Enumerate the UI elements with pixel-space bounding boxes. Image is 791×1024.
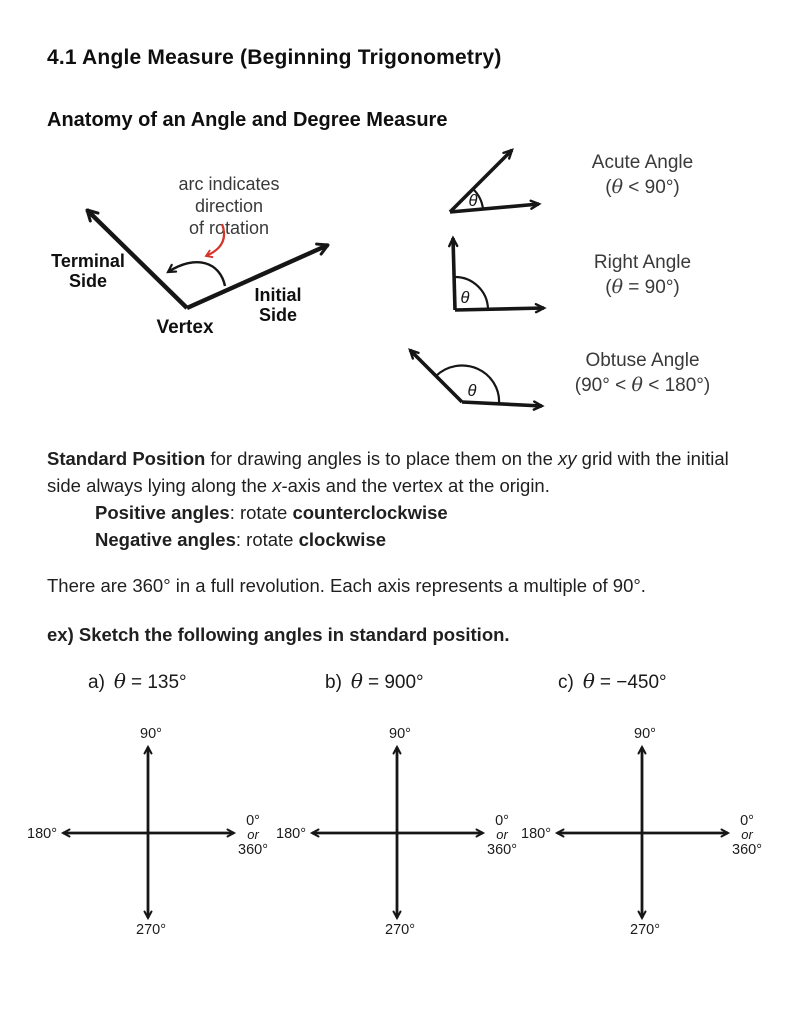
initial-side-label-line2: Side	[258, 305, 298, 325]
obtuse-angle-label	[555, 348, 730, 398]
standard-position-xy: xy	[558, 448, 577, 469]
axis-270-label: 270°	[630, 922, 660, 938]
negative-angles-mid: : rotate	[235, 529, 299, 550]
rotation-annotation-line1: arc indicates	[178, 174, 280, 194]
rotation-annotation-line3: of rotation	[188, 218, 270, 238]
axes-plot-c	[517, 714, 767, 942]
negative-angles-value: clockwise	[298, 529, 387, 550]
acute-angle-label	[565, 150, 720, 200]
right-angle-name: Right Angle	[593, 252, 692, 273]
axis-270-label: 270°	[136, 922, 166, 938]
example-heading: ex) Sketch the following angles in standard position.	[47, 624, 510, 645]
problem-a-theta: θ	[113, 669, 126, 693]
rotation-annotation-line2: direction	[194, 196, 264, 216]
axis-270-label: 270°	[385, 922, 415, 938]
problem-b-label: b)	[325, 672, 342, 693]
problem-c-equation: = −450°	[599, 672, 667, 693]
obtuse-angle-condition	[555, 373, 730, 398]
right-angle-condition	[565, 275, 720, 300]
axes-plot-b	[272, 714, 522, 942]
problem-b	[325, 669, 424, 694]
problem-a	[88, 669, 187, 694]
right-cond-pre: (	[605, 277, 612, 298]
angle-anatomy-diagram	[38, 140, 438, 360]
problem-a-label: a)	[88, 672, 105, 693]
problem-b-equation: = 900°	[367, 672, 424, 693]
axis-90-label: 90°	[140, 726, 162, 742]
terminal-side-label-line2: Side	[68, 271, 108, 291]
right-angle-diagram	[440, 226, 555, 320]
problem-b-theta: θ	[350, 669, 363, 693]
revolution-c: .	[640, 575, 646, 596]
obtuse-cond-pre: (90° <	[574, 375, 632, 396]
initial-side-label-line1: Initial	[254, 285, 302, 305]
vertex-label: Vertex	[156, 317, 214, 338]
axis-180-label: 180°	[521, 826, 551, 842]
problem-c	[558, 669, 667, 694]
problem-c-theta: θ	[582, 669, 595, 693]
standard-position-x: x	[272, 475, 282, 496]
obtuse-cond-theta: θ	[631, 374, 643, 396]
negative-angles-line	[47, 526, 791, 553]
acute-initial-ray	[450, 204, 539, 212]
axis-or-label: or	[247, 827, 259, 842]
axis-360-label: 360°	[487, 842, 517, 858]
positive-angles-value: counterclockwise	[292, 502, 448, 523]
standard-position-line2-a: side always lying along the	[47, 475, 273, 496]
rotation-arc	[168, 262, 225, 286]
standard-position-line2	[47, 472, 791, 499]
negative-angles-term: Negative angles	[95, 529, 236, 550]
axis-180-label: 180°	[27, 826, 57, 842]
revolution-90: 90°	[612, 575, 641, 596]
right-angle-label	[565, 250, 720, 300]
revolution-b: in a full revolution. Each axis represents a multiple of	[170, 575, 613, 596]
positive-angles-line	[47, 499, 791, 526]
axis-90-label: 90°	[634, 726, 656, 742]
standard-position-line1-a: for drawing angles is to place them on the	[205, 448, 559, 469]
axis-0-label: 0°	[740, 813, 754, 829]
revolution-a: There are	[47, 575, 133, 596]
problem-c-label: c)	[558, 672, 574, 693]
standard-position-line2-b: -axis and the vertex at the origin.	[281, 475, 550, 496]
obtuse-angle-diagram	[394, 336, 552, 436]
standard-position-term: Standard Position	[47, 448, 206, 469]
acute-angle-diagram	[440, 140, 555, 222]
obtuse-angle-name: Obtuse Angle	[585, 350, 700, 371]
positive-angles-term: Positive angles	[95, 502, 230, 523]
axis-or-label: or	[741, 827, 753, 842]
right-horizontal-ray	[455, 308, 544, 310]
acute-angle-condition	[565, 175, 720, 200]
right-vertical-ray	[453, 238, 455, 310]
revolution-360: 360°	[132, 575, 171, 596]
axis-180-label: 180°	[276, 826, 306, 842]
right-cond-post: = 90°)	[623, 277, 680, 298]
acute-cond-pre: (	[605, 177, 612, 198]
axis-360-label: 360°	[732, 842, 762, 858]
standard-position-paragraph	[47, 445, 791, 553]
obtuse-initial-ray	[462, 402, 542, 406]
standard-position-line1	[47, 445, 791, 472]
acute-cond-theta: θ	[611, 176, 624, 198]
section-heading: Anatomy of an Angle and Degree Measure	[47, 109, 448, 131]
standard-position-line1-b: grid with the initial	[576, 448, 729, 469]
example-heading-block	[47, 621, 791, 648]
positive-angles-mid: : rotate	[229, 502, 293, 523]
right-theta-label: θ	[460, 289, 470, 307]
revolution-line	[47, 572, 791, 599]
problem-a-equation: = 135°	[130, 672, 187, 693]
axis-0-label: 0°	[246, 813, 260, 829]
terminal-side-label-line1: Terminal	[51, 251, 125, 271]
axis-360-label: 360°	[238, 842, 268, 858]
axes-plot-a	[23, 714, 273, 942]
page-title: 4.1 Angle Measure (Beginning Trigonometry)	[47, 46, 502, 69]
obtuse-theta-label: θ	[467, 382, 477, 400]
obtuse-cond-post: < 180°)	[642, 375, 711, 396]
axis-or-label: or	[496, 827, 508, 842]
acute-theta-label: θ	[468, 192, 478, 210]
axis-0-label: 0°	[495, 813, 509, 829]
revolution-sentence	[47, 572, 791, 599]
acute-angle-name: Acute Angle	[591, 152, 694, 173]
acute-cond-post: < 90°)	[623, 177, 680, 198]
right-cond-theta: θ	[611, 276, 624, 298]
right-angle-arc	[454, 277, 488, 309]
axis-90-label: 90°	[389, 726, 411, 742]
